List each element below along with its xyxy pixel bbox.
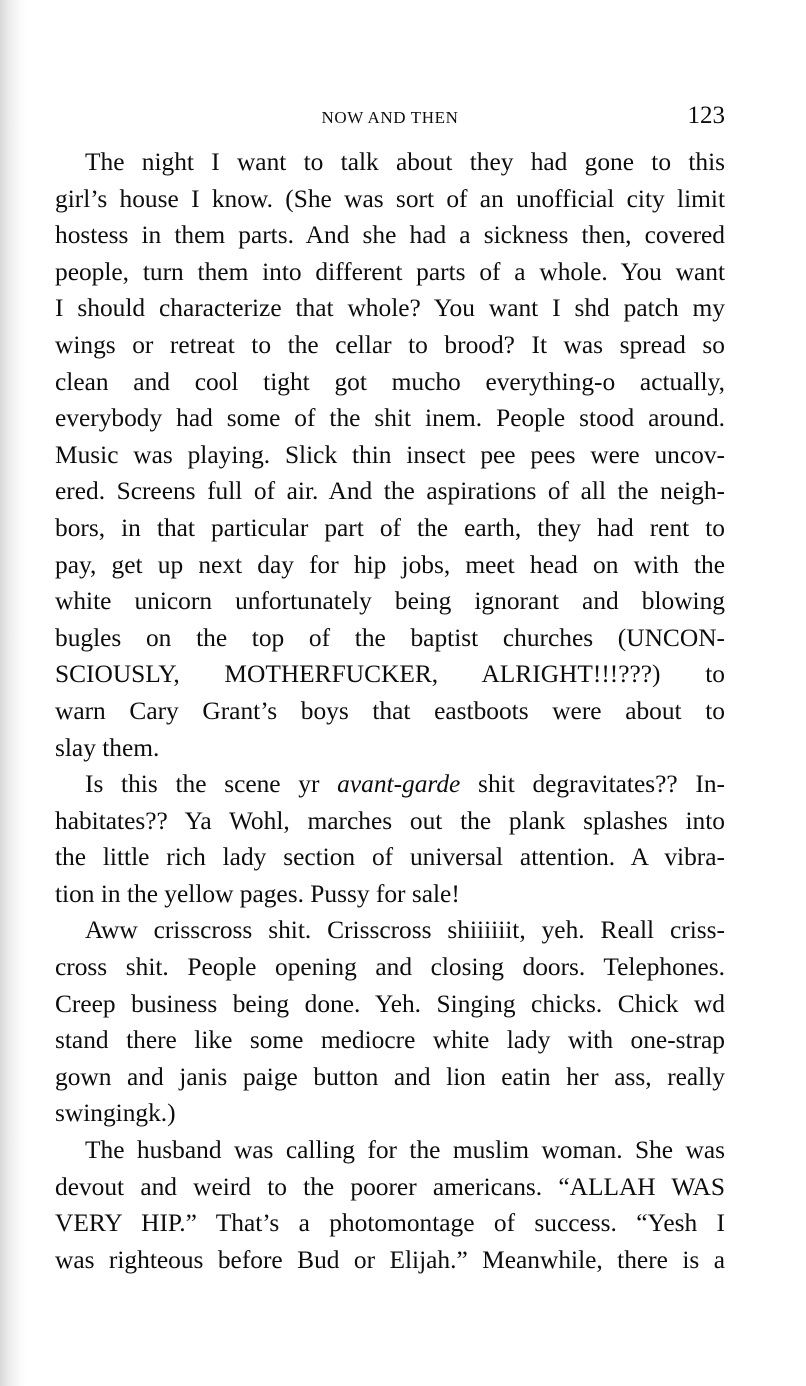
text-line: the little rich lady section of universal attention. A vibra-: [55, 843, 725, 872]
running-title: NOW AND THEN: [321, 108, 459, 127]
paragraph: [55, 766, 725, 912]
paragraph: [55, 144, 725, 766]
text-line: stand there like some mediocre white lady with one-strap: [55, 1026, 725, 1055]
text-line: clean and cool tight got mucho everything-o actually,: [55, 367, 725, 396]
text-line: SCIOUSLY, MOTHERFUCKER, ALRIGHT!!!???) to: [55, 660, 725, 689]
text-line: wings or retreat to the cellar to brood? It was spread so: [55, 330, 725, 359]
text-line: The husband was calling for the muslim woman. She was: [85, 1136, 725, 1165]
text-line: habitates?? Ya Wohl, marches out the plank splashes into: [55, 806, 725, 835]
text-run: Is this the scene yr: [85, 770, 338, 799]
paragraph: [55, 1132, 725, 1278]
text-line: bugles on the top of the baptist churches (UNCON-: [55, 623, 725, 652]
text-line: gown and janis paige button and lion eatin her ass, really: [55, 1062, 725, 1091]
text-run: shit degravitates?? In-: [460, 770, 725, 799]
text-line: I should characterize that whole? You want I shd patch my: [55, 294, 725, 323]
paragraph: [55, 912, 725, 1132]
text-line: swingingk.): [55, 1099, 176, 1128]
page-edge-shadow: [0, 0, 26, 1386]
text-line: The night I want to talk about they had gone to this: [85, 148, 725, 176]
text-line: Creep business being done. Yeh. Singing chicks. Chick wd: [55, 989, 725, 1018]
text-line: warn Cary Grant’s boys that eastboots were about to: [55, 696, 725, 725]
text-line: white unicorn unfortunately being ignorant and blowing: [55, 587, 725, 616]
text-line: everybody had some of the shit inem. People stood around.: [55, 404, 725, 433]
text-line: ered. Screens full of air. And the aspirations of all the neigh-: [55, 477, 725, 506]
text-line: VERY HIP.” That’s a photomontage of success. “Yesh I: [55, 1209, 725, 1238]
text-line: Aww crisscross shit. Crisscross shiiiiiit, yeh. Reall criss-: [85, 916, 725, 945]
text-line: devout and weird to the poorer americans. “ALLAH WAS: [55, 1172, 725, 1201]
page-number: 123: [687, 102, 725, 129]
text-line: slay them.: [55, 733, 160, 762]
text-line: pay, get up next day for hip jobs, meet head on with the: [55, 550, 725, 579]
text-line: hostess in them parts. And she had a sickness then, covered: [55, 221, 725, 250]
text-line: Music was playing. Slick thin insect pee pees were uncov-: [55, 440, 725, 469]
text-line: cross shit. People opening and closing doors. Telephones.: [55, 953, 725, 982]
text-line: people, turn them into different parts of a whole. You want: [55, 257, 725, 286]
text-line: was righteous before Bud or Elijah.” Meanwhile, there is a: [55, 1245, 725, 1274]
text-line: tion in the yellow pages. Pussy for sale!: [55, 879, 460, 908]
text-line: girl’s house I know. (She was sort of an unofficial city limit: [55, 184, 725, 213]
text-line: bors, in that particular part of the earth, they had rent to: [55, 513, 725, 542]
body-text: [55, 144, 725, 1278]
italic-phrase: avant-garde: [337, 770, 461, 799]
text-line: [55, 766, 725, 803]
running-header: [55, 100, 725, 134]
